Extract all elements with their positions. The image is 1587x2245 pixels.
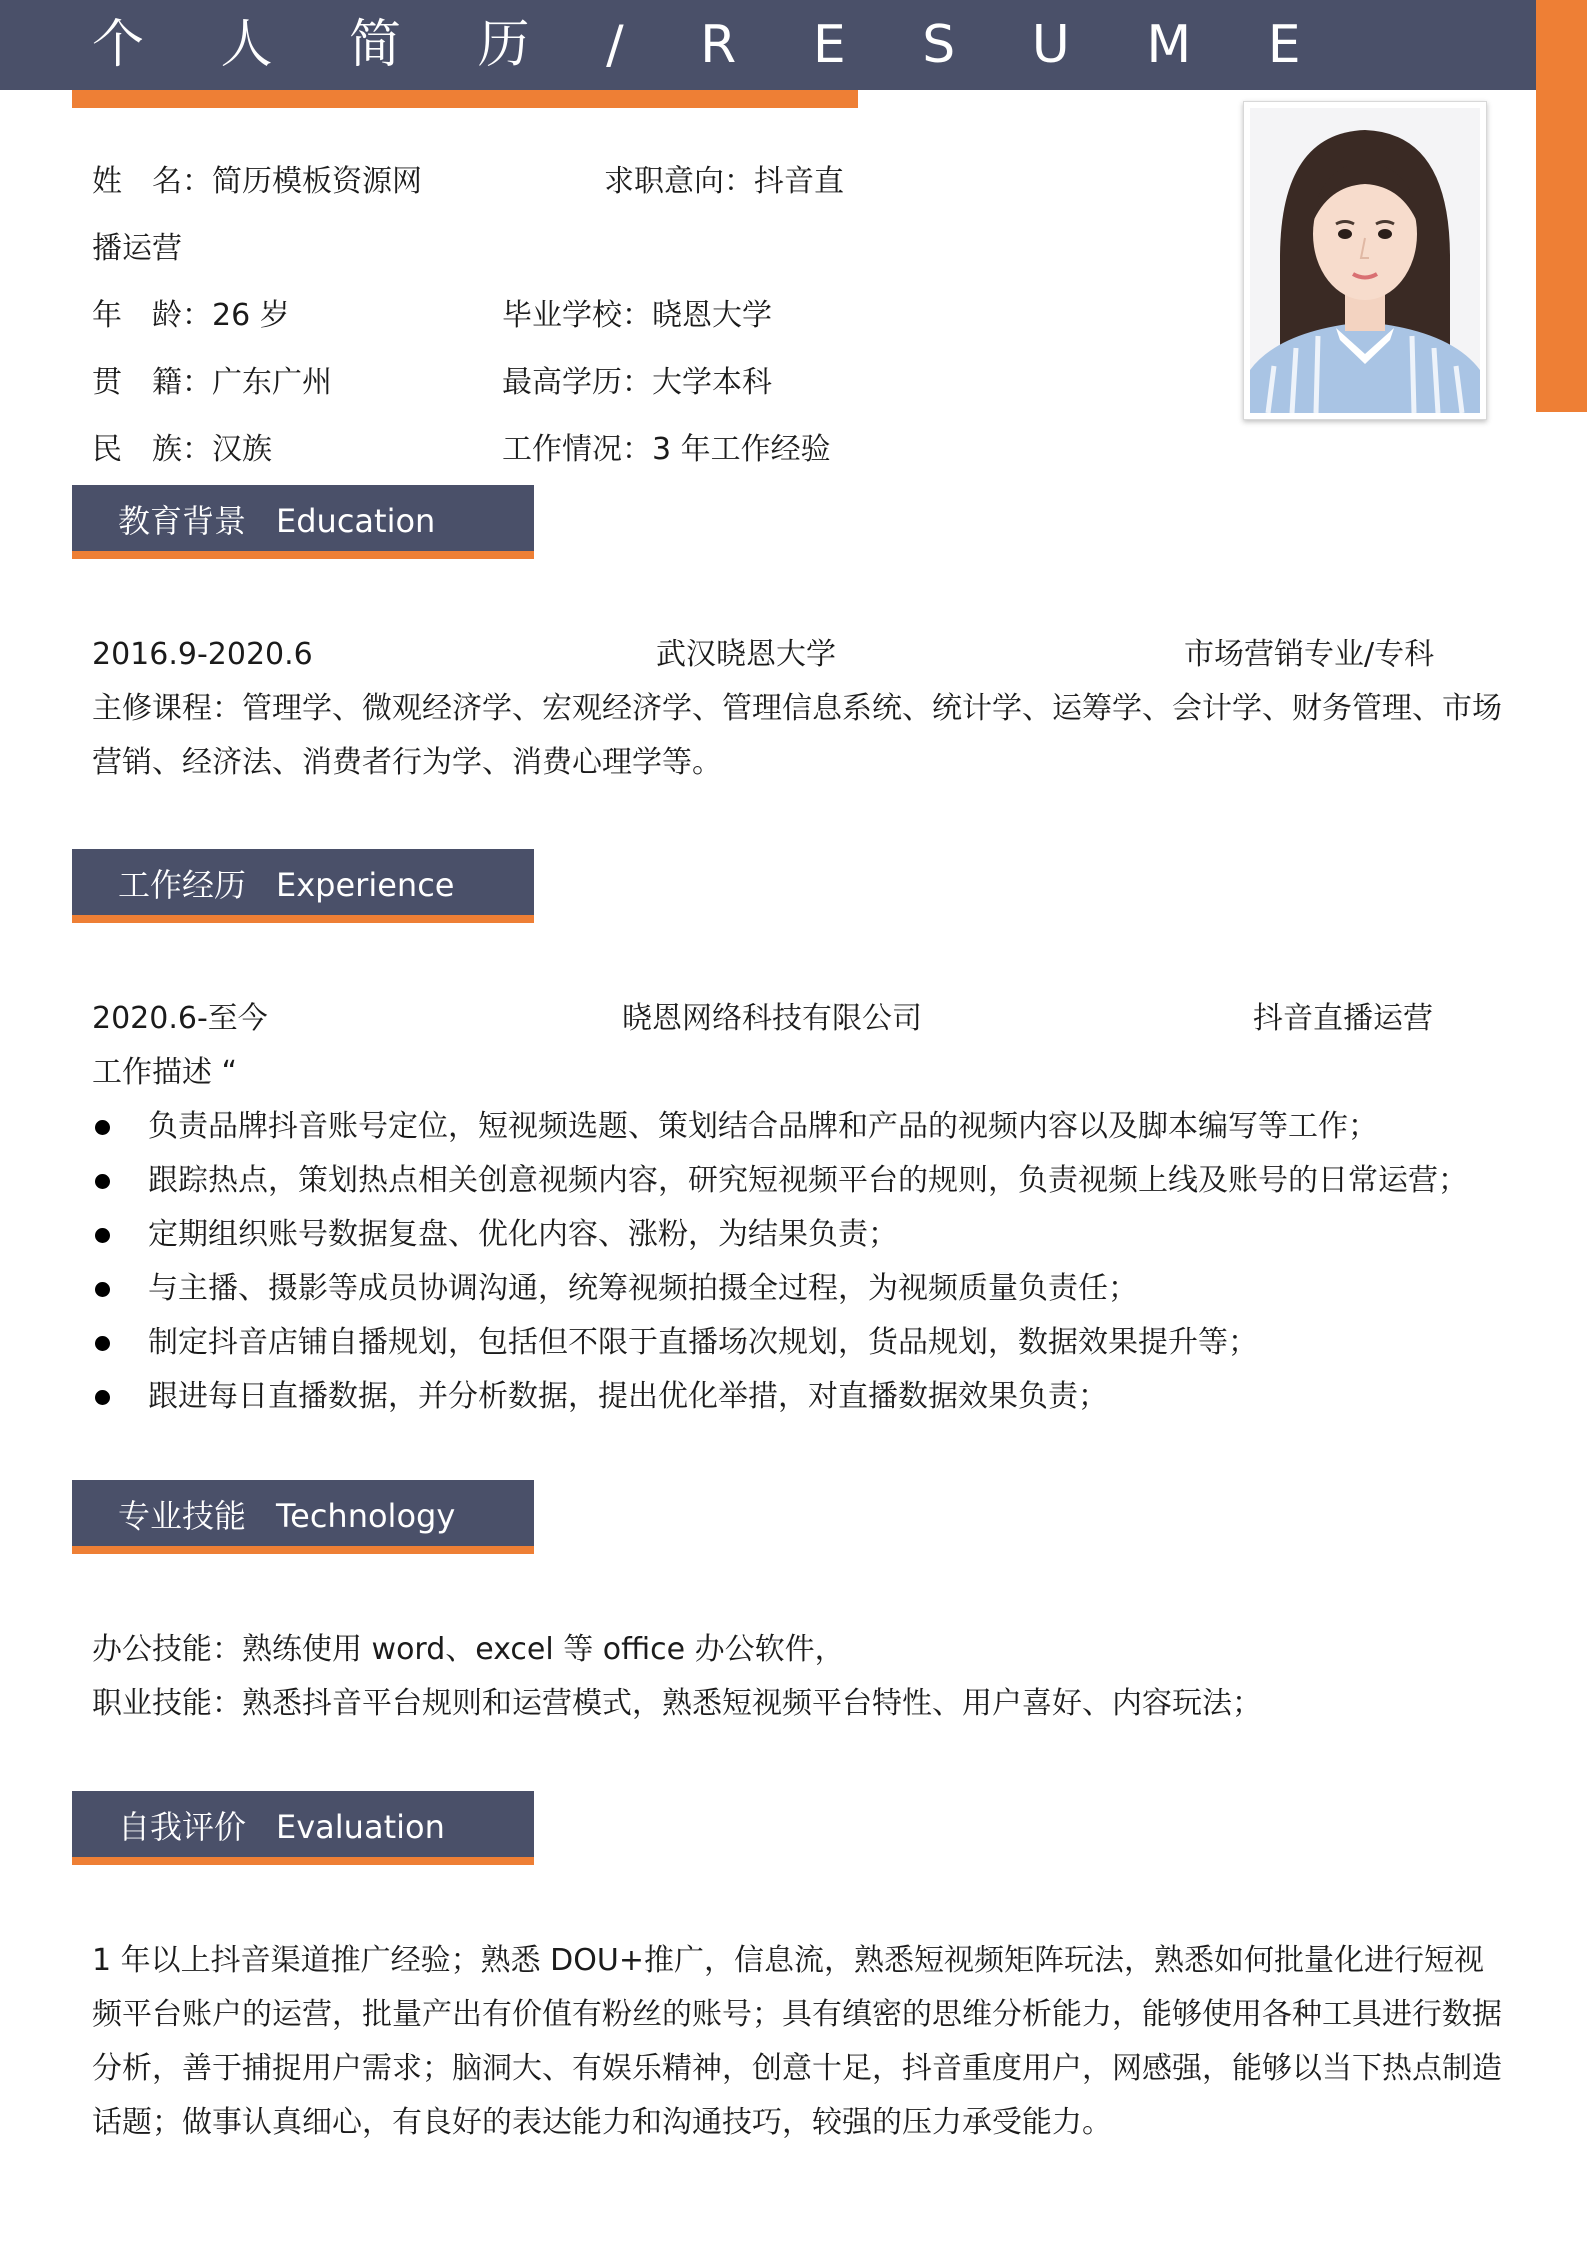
school-field: 毕业学校：晓恩大学 [502, 298, 772, 333]
office-skills: 办公技能：熟练使用 word、excel 等 office 办公软件， [92, 1632, 845, 1667]
bullet-icon [95, 1174, 110, 1189]
experience-position: 抖音直播运营 [1253, 1001, 1433, 1036]
bullet-icon [95, 1390, 110, 1405]
education-courses: 主修课程：管理学、微观经济学、宏观经济学、管理信息系统、统计学、运筹学、会计学、财务管理、市场 [92, 691, 1502, 726]
section-title-en: Technology [276, 1497, 456, 1535]
duty-item: 定期组织账号数据复盘、优化内容、涨粉，为结果负责； [148, 1217, 898, 1252]
evaluation-text: 1 年以上抖音渠道推广经验；熟悉 DOU+推广，信息流，熟悉短视频矩阵玩法，熟悉如何批量化进行短视 [92, 1943, 1484, 1978]
work-status-field: 工作情况：3 年工作经验 [502, 432, 831, 467]
duty-item: 负责品牌抖音账号定位，短视频选题、策划结合品牌和产品的视频内容以及脚本编写等工作； [148, 1109, 1378, 1144]
section-title-cn: 专业技能 [118, 1497, 247, 1535]
education-school: 武汉晓恩大学 [656, 637, 836, 672]
section-header-evaluation [72, 1791, 534, 1865]
bullet-icon [95, 1336, 110, 1351]
section-header-education [72, 485, 534, 559]
degree-field: 最高学历：大学本科 [502, 365, 772, 400]
education-courses-cont: 营销、经济法、消费者行为学、消费心理学等。 [92, 745, 722, 780]
work-description-label: 工作描述 “ [92, 1055, 238, 1090]
duty-item: 跟踪热点，策划热点相关创意视频内容，研究短视频平台的规则，负责视频上线及账号的日常运营； [148, 1163, 1468, 1198]
section-header-experience [72, 849, 534, 923]
section-title-en: Evaluation [276, 1808, 445, 1846]
evaluation-text: 频平台账户的运营，批量产出有价值有粉丝的账号；具有缜密的思维分析能力，能够使用各种工具进行数据 [92, 1997, 1502, 2032]
profile-photo [1243, 101, 1487, 420]
evaluation-text: 话题；做事认真细心，有良好的表达能力和沟通技巧，较强的压力承受能力。 [92, 2105, 1112, 2140]
section-title-cn: 自我评价 [118, 1808, 247, 1846]
education-major: 市场营销专业/专科 [1184, 637, 1435, 672]
page-title: 个 人 简 历 / R E S U M E [92, 15, 1331, 75]
duty-item: 与主播、摄影等成员协调沟通，统筹视频拍摄全过程，为视频质量负责任； [148, 1271, 1138, 1306]
section-title-cn: 工作经历 [118, 866, 247, 904]
evaluation-text: 分析，善于捕捉用户需求；脑洞大、有娱乐精神，创意十足，抖音重度用户，网感强，能够以当下热点制造 [92, 2051, 1502, 2086]
section-title-en: Education [276, 502, 436, 540]
name-field: 姓 名：简历模板资源网 [92, 164, 422, 199]
section-title-en: Experience [276, 866, 455, 904]
duty-item: 制定抖音店铺自播规划，包括但不限于直播场次规划，货品规划，数据效果提升等； [148, 1325, 1258, 1360]
portrait-image [1250, 108, 1480, 413]
job-intent-continued: 播运营 [92, 231, 182, 266]
duty-item: 跟进每日直播数据，并分析数据，提出优化举措，对直播数据效果负责； [148, 1379, 1108, 1414]
job-intent-field: 求职意向：抖音直 [604, 164, 844, 199]
side-accent-bar [1536, 0, 1587, 412]
bullet-icon [95, 1120, 110, 1135]
section-title-cn: 教育背景 [118, 502, 247, 540]
education-period: 2016.9-2020.6 [92, 637, 313, 672]
origin-field: 贯 籍：广东广州 [92, 365, 332, 400]
experience-period: 2020.6-至今 [92, 1001, 268, 1036]
header-accent-bar [72, 90, 858, 108]
professional-skills: 职业技能：熟悉抖音平台规则和运营模式，熟悉短视频平台特性、用户喜好、内容玩法； [92, 1686, 1262, 1721]
bullet-icon [95, 1228, 110, 1243]
experience-company: 晓恩网络科技有限公司 [622, 1001, 922, 1036]
section-underline [72, 1546, 534, 1554]
age-field: 年 龄：26 岁 [92, 298, 290, 333]
section-underline [72, 915, 534, 923]
section-underline [72, 551, 534, 559]
section-header-skills [72, 1480, 534, 1554]
bullet-icon [95, 1282, 110, 1297]
section-underline [72, 1857, 534, 1865]
ethnicity-field: 民 族：汉族 [92, 432, 272, 467]
